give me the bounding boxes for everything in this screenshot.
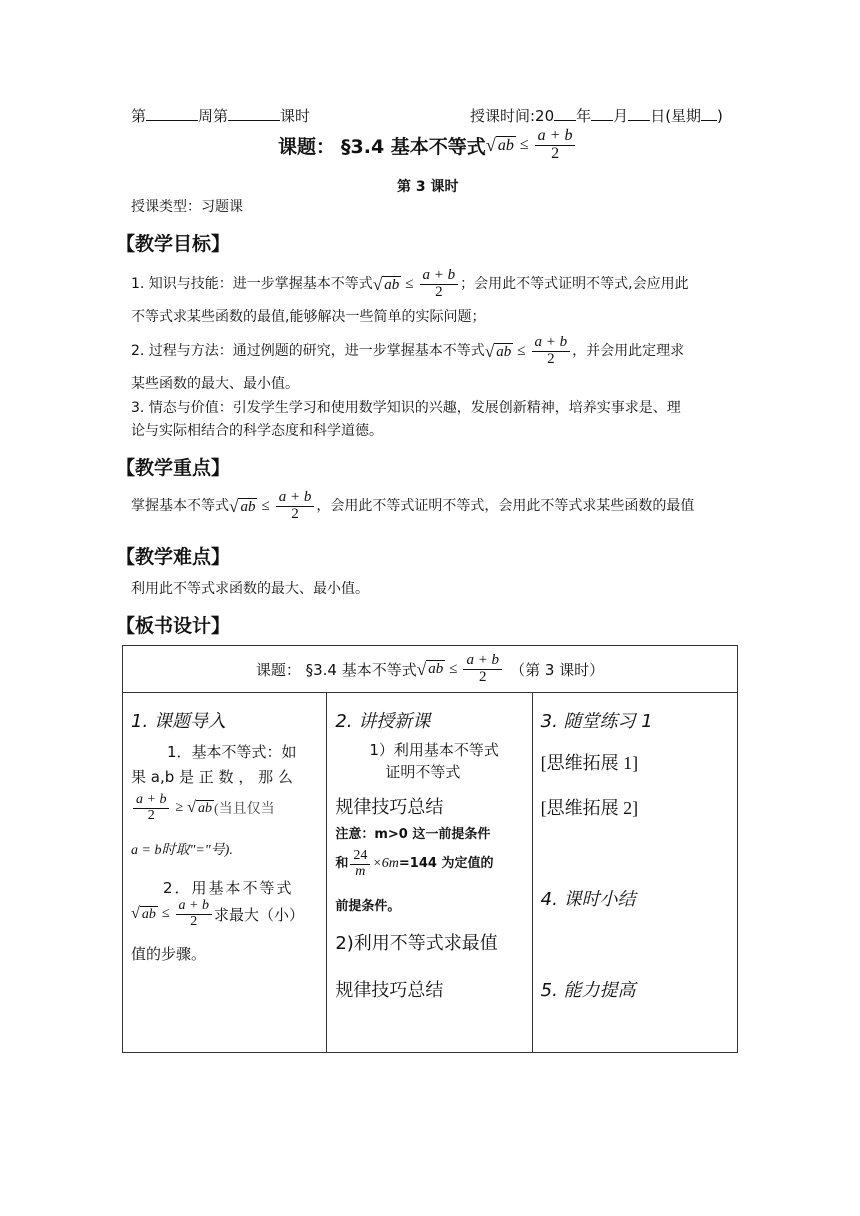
col3-ability: 5. 能力提高 bbox=[540, 980, 636, 1001]
period-suffix: 课时 bbox=[280, 107, 311, 125]
day-label: 日(星期 bbox=[650, 107, 702, 125]
title-subtitle: 第 3 课时 bbox=[397, 179, 459, 195]
col1-item1-line2: 果 a,b 是 正 数 ， 那 么 bbox=[131, 768, 293, 786]
lesson-type: 授课类型：习题课 bbox=[131, 199, 243, 215]
teaching-time-line bbox=[470, 106, 723, 126]
close-paren: ) bbox=[717, 107, 723, 125]
key-point-inequality: √ ab ≤ $\frac{a + b}{2}$ bbox=[229, 490, 316, 523]
goal-2-inequality: √ ab ≤ $\frac{a + b}{2}$ bbox=[485, 335, 572, 368]
col2-note-line1: 注意：m>0 这一前提条件 bbox=[335, 827, 491, 842]
time-label: 授课时间:20 bbox=[470, 107, 555, 125]
col1-condition-line2: a = b时取"="号). bbox=[131, 843, 233, 858]
title-prefix: 课题： bbox=[278, 135, 336, 158]
board-title-inequality: √ ab ≤ $\frac{a + b}{2}$ bbox=[417, 653, 504, 686]
col3-lesson-summary: 4. 课时小结 bbox=[540, 889, 636, 910]
section-key-point: 【教学重点】 bbox=[116, 457, 231, 479]
col2-sub1-line2: 证明不等式 bbox=[385, 763, 461, 781]
board-design-table bbox=[122, 645, 738, 1053]
period-blank bbox=[228, 106, 280, 121]
goal-2-line2: 某些函数的最大、最小值。 bbox=[131, 376, 299, 392]
year-label: 年 bbox=[576, 107, 592, 125]
col3-extension-2: [思维拓展 2] bbox=[540, 798, 639, 818]
day-blank bbox=[628, 106, 650, 121]
col2-note-line3: 前提条件。 bbox=[335, 899, 401, 914]
section-difficulty: 【教学难点】 bbox=[116, 546, 231, 568]
col1-item2-line3: 值的步骤。 bbox=[131, 945, 207, 963]
col2-sub2: 2)利用不等式求最值 bbox=[335, 933, 498, 954]
goal-2: 2. 过程与方法：通过例题的研究，进一步掌握基本不等式 √ ab ≤ $\frac{a + b}{2}$ ，并会用此定理求 bbox=[131, 334, 685, 367]
board-column-3 bbox=[532, 693, 737, 1053]
week-mid: 周第 bbox=[198, 107, 229, 125]
board-title-suffix: （第 3 课时） bbox=[510, 660, 605, 679]
goal-3-line1: 3. 情态与价值：引发学生学习和使用数学知识的兴趣，发展创新精神，培养实事求是、理 bbox=[131, 400, 681, 416]
month-label: 月 bbox=[613, 107, 629, 125]
week-blank bbox=[146, 106, 198, 121]
goal-3-line2: 论与实际相结合的科学态度和科学道德。 bbox=[131, 423, 383, 439]
col3-extension-1: [思维拓展 1] bbox=[540, 753, 639, 773]
col3-heading: 3. 随堂练习 1 bbox=[540, 711, 653, 732]
col1-condition: (当且仅当 bbox=[213, 802, 275, 818]
year-blank bbox=[554, 106, 576, 121]
section-board: 【板书设计】 bbox=[116, 615, 231, 637]
col2-note-formula: $\frac{24}{m}$ ×6m bbox=[348, 849, 399, 879]
col2-summary-2: 规律技巧总结 bbox=[335, 980, 444, 1001]
weekday-blank bbox=[701, 106, 717, 121]
col1-item2-line2: √ ab ≤ $\frac{a + b}{2}$ 求最大（小） bbox=[131, 898, 304, 929]
col1-item2-inequality: √ ab ≤ $\frac{a + b}{2}$ bbox=[131, 899, 214, 929]
page-title bbox=[278, 128, 577, 163]
col1-heading: 1. 课题导入 bbox=[131, 711, 226, 732]
week-period-line bbox=[131, 106, 310, 126]
board-title-prefix: 课题： §3.4 基本不等式 bbox=[255, 660, 417, 679]
week-prefix: 第 bbox=[131, 107, 147, 125]
col2-sub1-line1: 1）利用基本不等式 bbox=[369, 741, 499, 759]
col1-item1-line1: 1．基本不等式：如 bbox=[167, 743, 297, 761]
board-title-cell bbox=[123, 646, 738, 693]
board-column-2 bbox=[327, 693, 532, 1053]
board-column-1 bbox=[123, 693, 327, 1053]
col1-formula bbox=[131, 793, 275, 823]
title-section: §3.4 基本不等式 bbox=[341, 135, 486, 158]
col1-ge-inequality: $\frac{a + b}{2}$ ≥ √ ab bbox=[131, 793, 214, 823]
section-goals: 【教学目标】 bbox=[116, 233, 231, 255]
goal-1-inequality: √ ab ≤ $\frac{a + b}{2}$ bbox=[373, 268, 460, 301]
month-blank bbox=[591, 106, 613, 121]
goal-1-line2: 不等式求某些函数的最值,能够解决一些简单的实际问题； bbox=[131, 309, 486, 325]
goal-1: 1. 知识与技能：进一步掌握基本不等式 √ ab ≤ $\frac{a + b}{2}$ ；会用此不等式证明不等式,会应用此 bbox=[131, 267, 689, 300]
col2-summary-1: 规律技巧总结 bbox=[335, 797, 444, 818]
key-point-text: 掌握基本不等式 √ ab ≤ $\frac{a + b}{2}$ ，会用此不等式证明不等式，会用此不等式求某些函数的最值 bbox=[131, 489, 695, 522]
col2-heading: 2. 讲授新课 bbox=[335, 711, 431, 732]
difficulty-text: 利用此不等式求函数的最大、最小值。 bbox=[131, 581, 369, 597]
title-inequality: √ ab ≤ $\frac{a + b}{2}$ bbox=[486, 128, 578, 163]
col2-note-line2: 和 $\frac{24}{m}$ ×6m =144 为定值的 bbox=[335, 848, 494, 879]
col1-item2-line1: 2．用基本不等式 bbox=[163, 879, 294, 897]
